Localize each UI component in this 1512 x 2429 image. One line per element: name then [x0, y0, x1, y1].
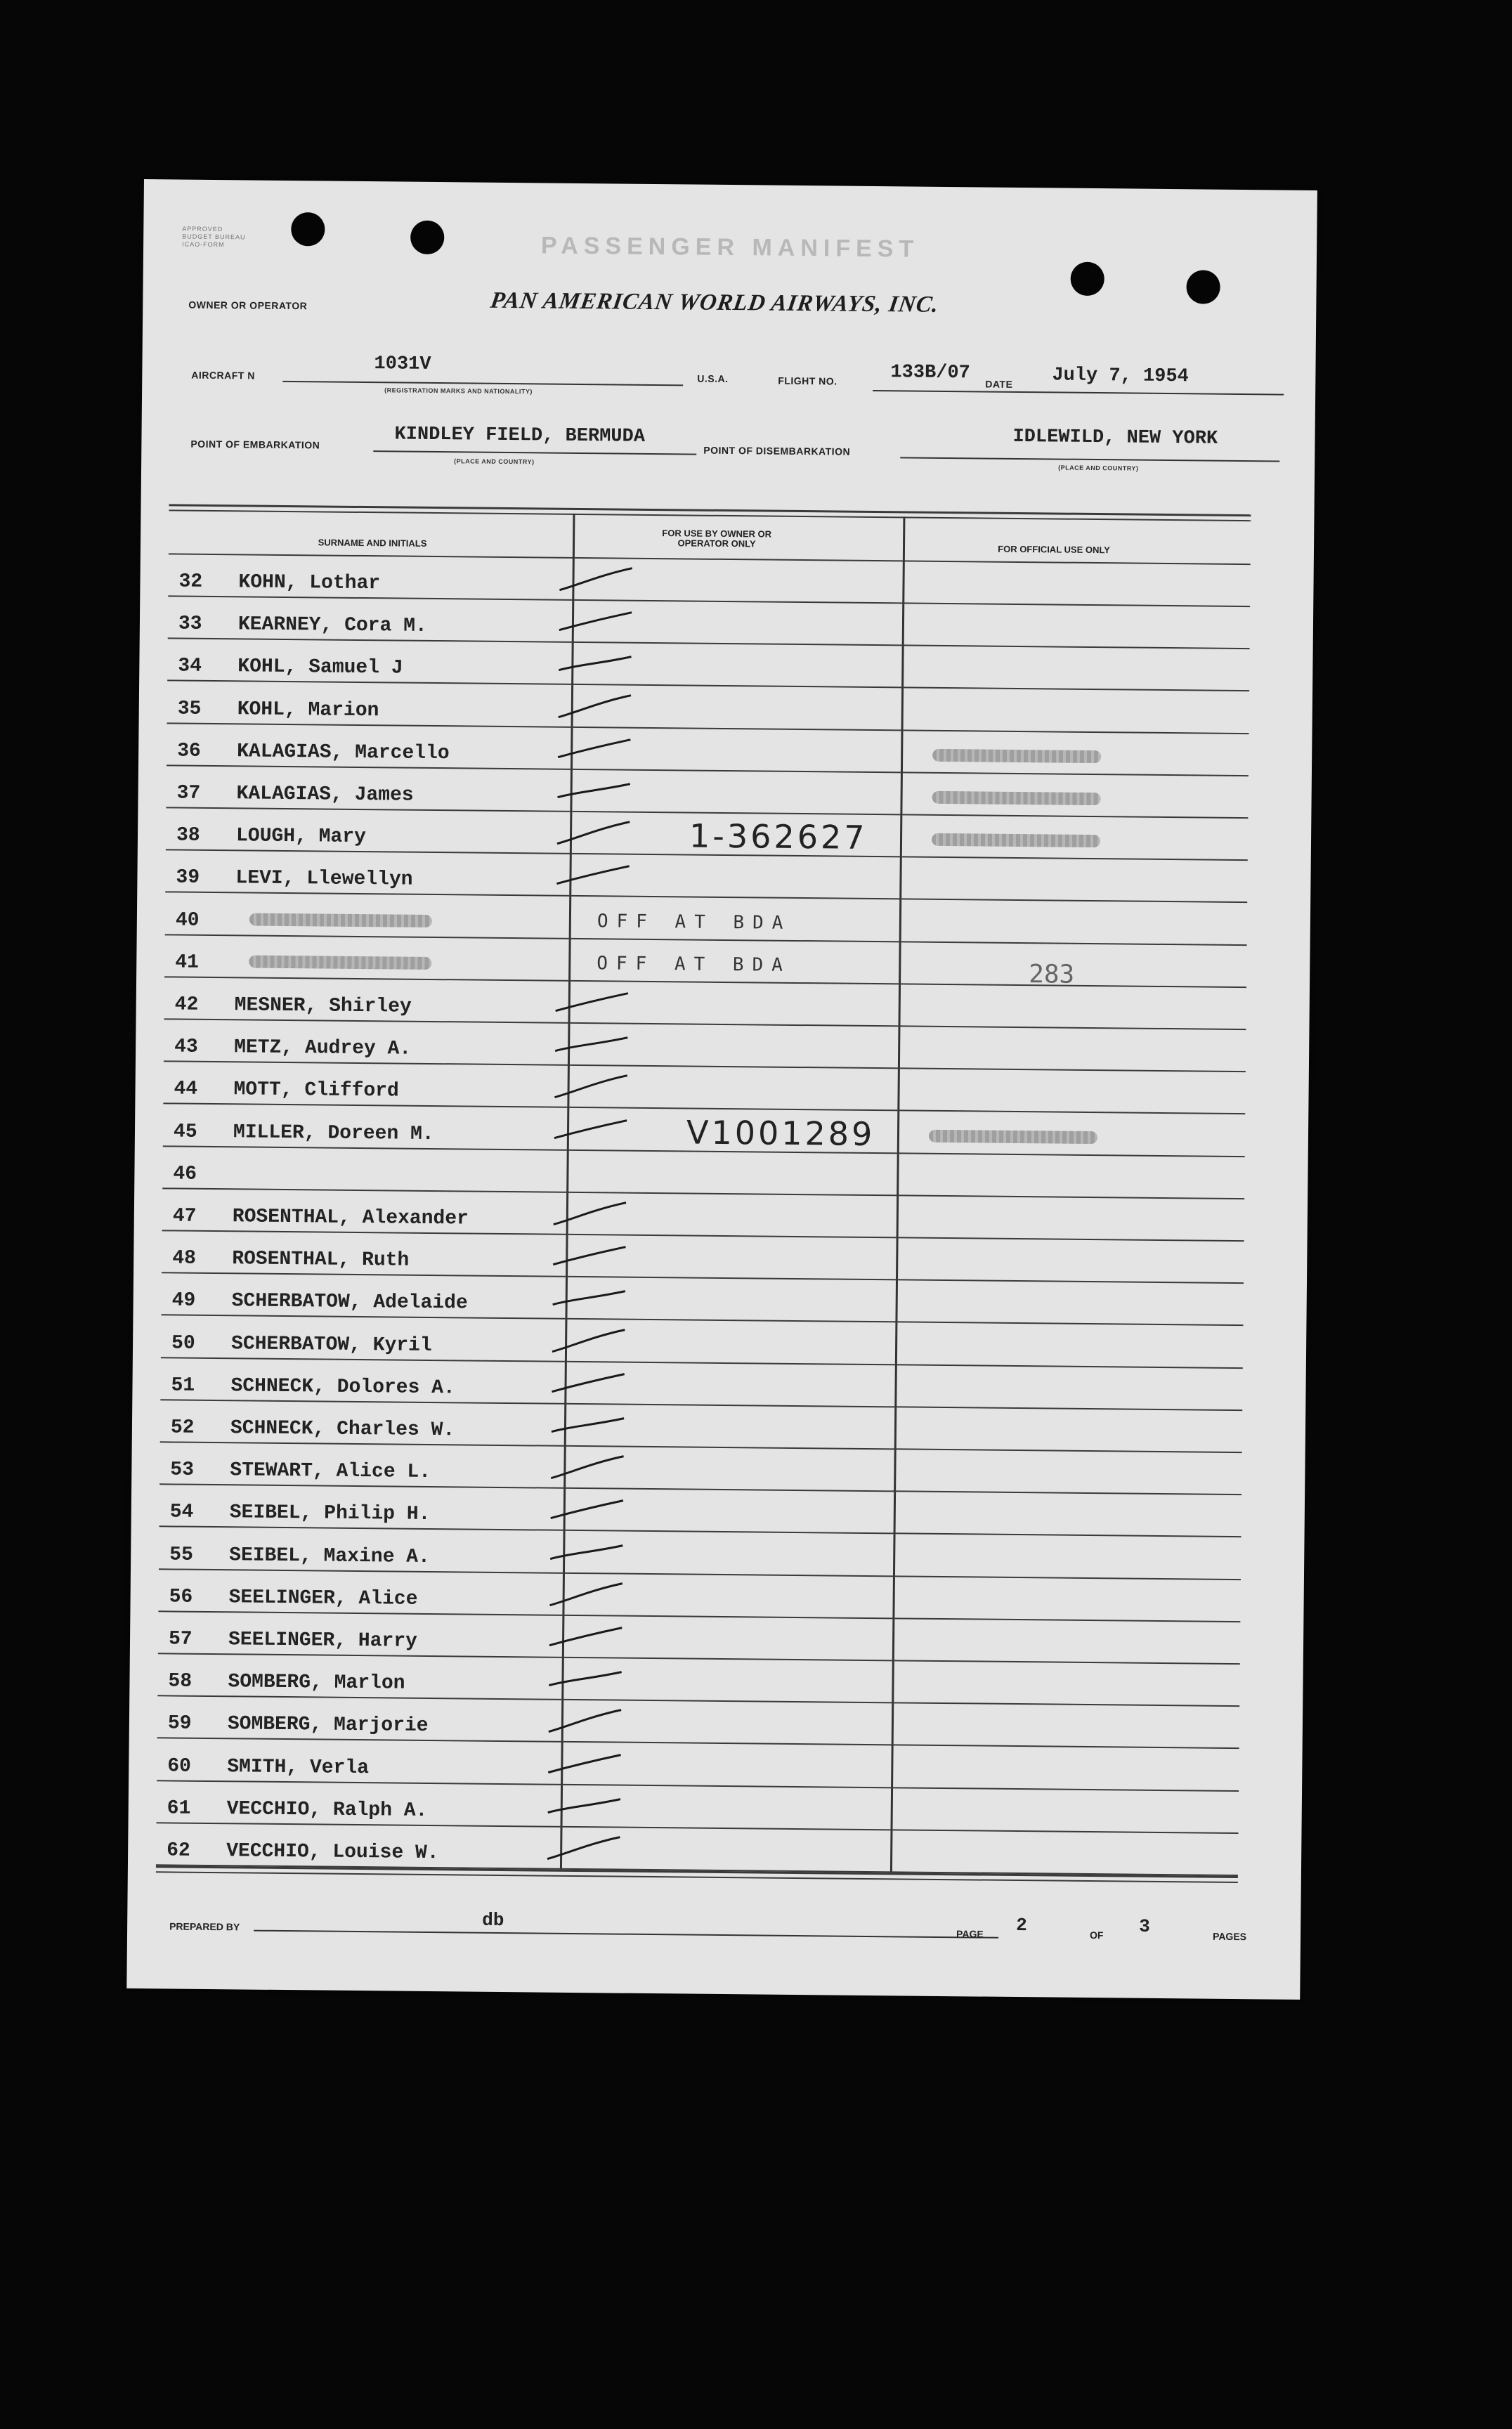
embark-value: KINDLEY FIELD, BERMUDA	[394, 424, 646, 448]
official-smudge	[932, 791, 1101, 805]
row-number: 62	[167, 1839, 190, 1862]
passenger-name: SEIBEL, Philip H.	[229, 1502, 431, 1526]
row-number: 35	[177, 698, 202, 720]
check-mark	[557, 649, 634, 678]
passenger-name: VECCHIO, Louise W.	[226, 1840, 439, 1865]
row-number: 56	[169, 1586, 193, 1608]
registration-note: (REGISTRATION MARKS AND NATIONALITY)	[384, 386, 533, 396]
row-number: 38	[176, 824, 200, 847]
check-mark	[547, 1707, 625, 1736]
check-mark	[549, 1453, 627, 1482]
check-mark	[556, 734, 634, 762]
passenger-name: SEELINGER, Harry	[228, 1629, 418, 1653]
owner-label: OWNER OR OPERATOR	[188, 299, 308, 312]
owner-note: V1001289	[686, 1113, 875, 1153]
official-smudge	[932, 833, 1100, 847]
row-number: 54	[169, 1501, 194, 1524]
check-mark	[548, 1622, 625, 1651]
passenger-name: KALAGIAS, Marcello	[237, 741, 450, 765]
erased-name-smudge	[249, 955, 431, 969]
row-number: 61	[167, 1797, 191, 1820]
prepared-underline	[254, 1930, 998, 1939]
passenger-name: MESNER, Shirley	[234, 994, 412, 1018]
check-mark	[546, 1834, 623, 1863]
prepared-value: db	[482, 1909, 504, 1932]
page-label: PAGE	[956, 1928, 984, 1940]
erased-name-smudge	[249, 913, 432, 927]
check-mark	[556, 776, 633, 805]
passenger-name: MILLER, Doreen M.	[233, 1121, 434, 1145]
check-mark	[553, 1072, 630, 1101]
passenger-name: SCHERBATOW, Kyril	[230, 1332, 432, 1357]
passenger-name: SEELINGER, Alice	[228, 1587, 418, 1610]
passenger-name: KOHN, Lothar	[238, 571, 381, 595]
check-mark	[547, 1665, 625, 1693]
check-mark	[554, 988, 632, 1017]
form-title: PASSENGER MANIFEST	[540, 232, 920, 263]
manifest-sheet	[126, 179, 1317, 2000]
passenger-name: KALAGIAS, James	[236, 783, 414, 807]
passenger-name: ROSENTHAL, Ruth	[232, 1248, 410, 1272]
check-mark	[552, 1199, 630, 1228]
row-number: 49	[171, 1289, 196, 1313]
row-number: 46	[173, 1163, 197, 1185]
column-surname: SURNAME AND INITIALS	[318, 537, 427, 549]
of-label: OF	[1089, 1929, 1104, 1941]
passenger-name: KEARNEY, Cora M.	[237, 613, 427, 638]
row-number: 50	[171, 1332, 195, 1355]
passenger-name: STEWART, Alice L.	[230, 1459, 431, 1484]
passenger-name: SMITH, Verla	[227, 1755, 370, 1779]
check-mark	[556, 819, 633, 847]
column-owner-use: FOR USE BY OWNER OR OPERATOR ONLY	[662, 528, 772, 549]
disembark-label: POINT OF DISEMBARKATION	[703, 444, 851, 457]
pages-label: PAGES	[1212, 1930, 1247, 1943]
owner-note: OFF AT BDA	[597, 953, 791, 976]
page-value: 2	[1016, 1915, 1027, 1936]
owner-note: 1-362627	[689, 816, 868, 857]
passenger-name: KOHL, Samuel J	[237, 656, 403, 679]
row-number: 32	[178, 571, 203, 593]
row-number: 59	[167, 1712, 192, 1736]
usa-label: U.S.A.	[697, 372, 729, 384]
stamp-line: ICAO-FORM	[182, 240, 225, 249]
check-mark	[551, 1326, 628, 1355]
disembark-place-note: (PLACE AND COUNTRY)	[1058, 464, 1139, 472]
check-mark	[552, 1242, 629, 1270]
stamp-line: APPROVED	[182, 225, 223, 233]
official-smudge	[932, 749, 1101, 763]
passenger-name: LOUGH, Mary	[235, 825, 367, 849]
official-note: 283	[1029, 959, 1075, 989]
owner-note: OFF AT BDA	[597, 910, 792, 934]
check-mark	[549, 1537, 626, 1566]
passenger-name: SCHNECK, Charles W.	[230, 1417, 455, 1442]
date-label: DATE	[985, 378, 1013, 390]
passenger-name: MOTT, Clifford	[233, 1079, 399, 1102]
row-number: 51	[171, 1374, 195, 1397]
row-number: 42	[174, 994, 199, 1016]
row-number: 41	[175, 951, 200, 974]
row-number: 55	[169, 1544, 193, 1566]
date-value: July 7, 1954	[1052, 365, 1189, 388]
row-number: 48	[172, 1247, 197, 1270]
passenger-name: SCHERBATOW, Adelaide	[231, 1290, 468, 1315]
check-mark	[550, 1411, 627, 1440]
row-number: 47	[172, 1205, 197, 1227]
punch-hole	[1070, 262, 1104, 296]
company-name: PAN AMERICAN WORLD AIRWAYS, INC.	[488, 287, 941, 318]
row-number: 39	[176, 866, 200, 890]
official-smudge	[929, 1129, 1097, 1143]
flight-label: FLIGHT NO.	[778, 375, 838, 387]
passenger-name: SCHNECK, Dolores A.	[230, 1375, 455, 1400]
of-value: 3	[1139, 1915, 1150, 1937]
column-official-use: FOR OFFICIAL USE ONLY	[998, 543, 1110, 556]
check-mark	[547, 1749, 624, 1778]
embark-place-note: (PLACE AND COUNTRY)	[454, 457, 535, 466]
row-number: 58	[168, 1670, 193, 1693]
disembark-underline	[900, 457, 1279, 462]
check-mark	[553, 1114, 630, 1143]
flight-value: 133B/07	[890, 362, 970, 384]
passenger-name: ROSENTHAL, Alexander	[232, 1206, 469, 1230]
row-number: 43	[174, 1036, 198, 1058]
row-number: 37	[176, 782, 201, 805]
check-mark	[558, 565, 635, 594]
passenger-name: METZ, Audrey A.	[233, 1036, 412, 1060]
row-number: 45	[173, 1121, 197, 1143]
aircraft-underline	[282, 381, 683, 386]
check-mark	[550, 1368, 627, 1397]
row-number: 36	[177, 740, 201, 762]
passenger-name: VECCHIO, Ralph A.	[226, 1798, 428, 1822]
check-mark	[558, 607, 635, 636]
check-mark	[549, 1580, 626, 1608]
passenger-name: KOHL, Marion	[237, 698, 379, 722]
row-number: 44	[174, 1078, 198, 1101]
aircraft-value: 1031V	[374, 353, 431, 375]
stamp-line: BUDGET BUREAU	[182, 233, 246, 241]
row-number: 57	[168, 1628, 193, 1650]
check-mark	[555, 861, 632, 890]
disembark-value: IDLEWILD, NEW YORK	[1012, 426, 1218, 450]
check-mark	[554, 1030, 631, 1059]
flight-underline	[873, 390, 1284, 396]
embark-label: POINT OF EMBARKATION	[190, 438, 320, 451]
row-number: 60	[167, 1755, 192, 1778]
row-number: 33	[178, 613, 202, 636]
aircraft-label: AIRCRAFT N	[191, 369, 255, 382]
check-mark	[552, 1284, 629, 1313]
check-mark	[547, 1791, 624, 1820]
row-number: 34	[178, 655, 202, 678]
passenger-name: SOMBERG, Marlon	[228, 1671, 405, 1695]
punch-hole	[1186, 270, 1220, 304]
row-number: 53	[170, 1459, 195, 1481]
passenger-name: LEVI, Llewellyn	[235, 867, 413, 892]
prepared-label: PREPARED BY	[169, 1920, 240, 1933]
passenger-name: SEIBEL, Maxine A.	[229, 1544, 430, 1568]
check-mark	[557, 691, 634, 720]
row-number: 52	[170, 1417, 195, 1439]
embark-underline	[373, 450, 696, 455]
passenger-name: SOMBERG, Marjorie	[227, 1713, 429, 1738]
table-top-rule	[169, 509, 1251, 521]
row-number: 40	[175, 909, 200, 932]
check-mark	[549, 1495, 627, 1524]
